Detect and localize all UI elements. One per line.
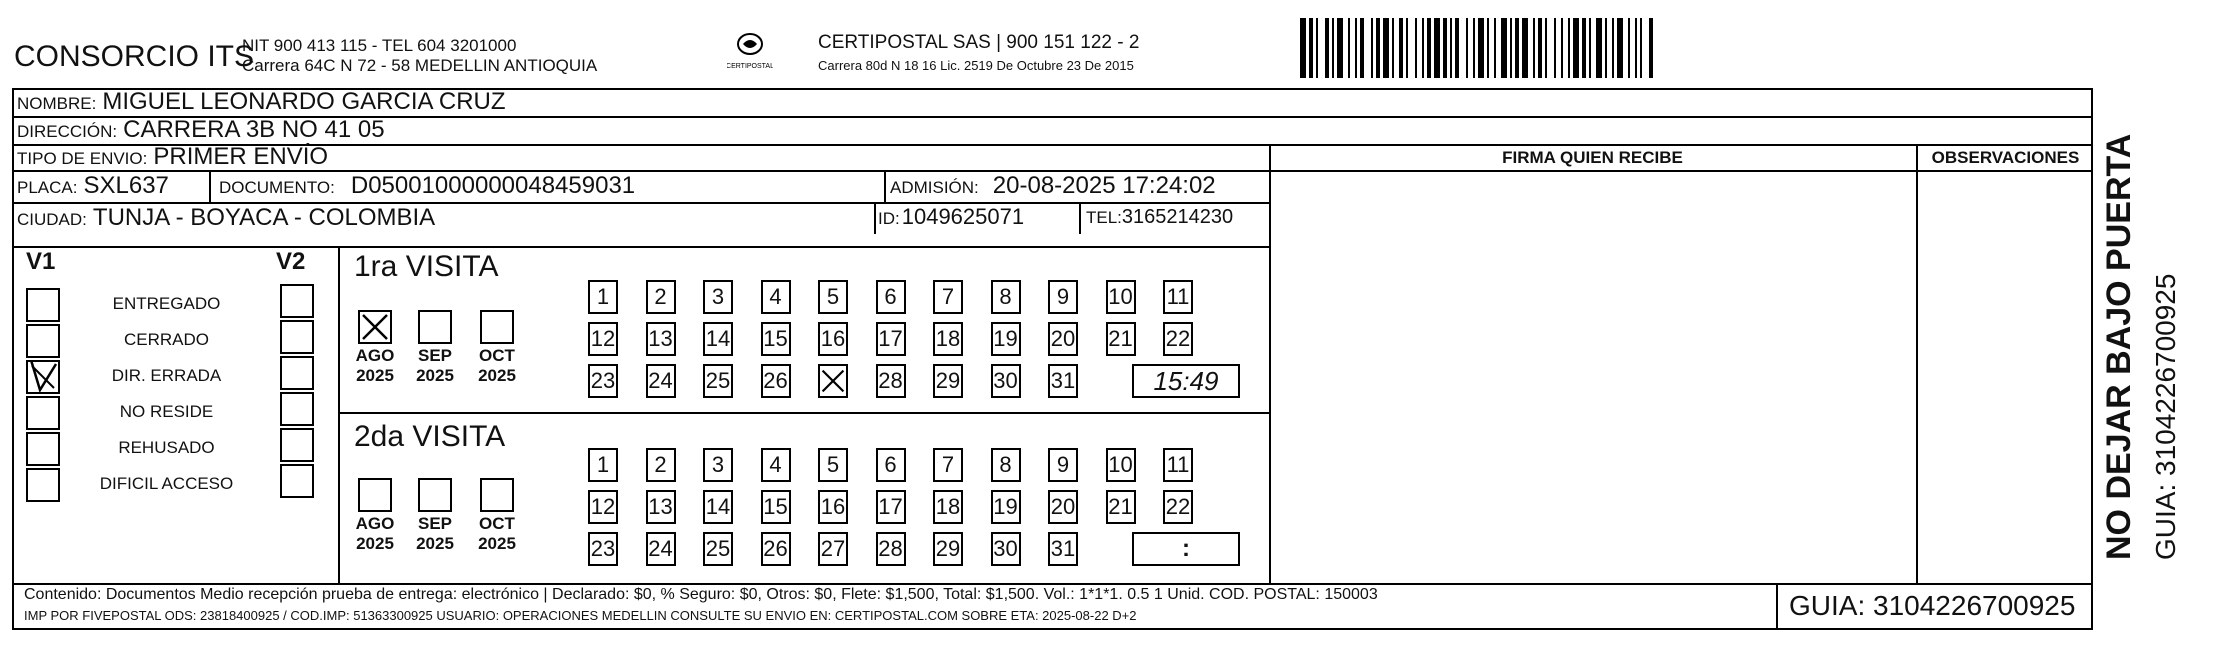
document-row	[219, 172, 635, 200]
logo-caption: CERTIPOSTAL	[727, 63, 773, 70]
city: TUNJA - BOYACA - COLOMBIA	[92, 204, 436, 231]
day-box-3[interactable]: 3	[703, 448, 733, 482]
v2-checkbox-5[interactable]	[280, 464, 314, 498]
v2-checkbox-0[interactable]	[280, 284, 314, 318]
x-mark-icon	[820, 366, 846, 396]
day-box-13[interactable]: 13	[646, 490, 676, 524]
month-label	[470, 514, 524, 554]
visit2-title: 2da VISITA	[354, 420, 506, 453]
day-box-1[interactable]: 1	[588, 448, 618, 482]
month-year: 2025	[478, 366, 516, 385]
visit1-title: 1ra VISITA	[354, 250, 499, 283]
footer-print-line: IMP POR FIVEPOSTAL ODS: 23818400925 / COD.IMP: 51363300925 USUARIO: OPERACIONES MEDELLIN CONSULTE SU ENVIO EN: CERTIPOSTAL.COM SOBRE ETA: 2025-08-22 D+2	[24, 608, 1137, 623]
day-box-7[interactable]: 7	[933, 280, 963, 314]
city-row	[17, 204, 435, 232]
company-info	[242, 36, 597, 76]
day-box-8[interactable]: 8	[991, 280, 1021, 314]
name-label: NOMBRE:	[17, 94, 97, 113]
footer-content-line: Contenido: Documentos Medio recepción prueba de entrega: electrónico | Declarado: $0, % Seguro: $0, Otros: $0, Flete: $1,500, Total: $1,500. Vol.: 1*1*1. 0.5 1 Unid. COD. POSTAL: 150003	[24, 586, 1378, 603]
day-box-5[interactable]: 5	[818, 448, 848, 482]
day-box-8[interactable]: 8	[991, 448, 1021, 482]
v2-header: V2	[276, 248, 306, 275]
day-box-21[interactable]: 21	[1106, 322, 1136, 356]
visit1-time-field[interactable]: 15:49	[1132, 364, 1240, 398]
barcode-bar	[1408, 18, 1415, 78]
month-name: OCT	[479, 514, 515, 533]
address-label: DIRECCIÓN:	[17, 122, 118, 141]
recipient-tel: 3165214230	[1121, 206, 1234, 228]
month-year: 2025	[416, 366, 454, 385]
company-name: CONSORCIO ITS	[14, 40, 255, 73]
v1-checkbox-1[interactable]	[26, 324, 60, 358]
certipostal-logo-icon	[727, 30, 773, 76]
recipient-id: 1049625071	[901, 204, 1025, 229]
id-row	[878, 204, 1024, 230]
v2-checkbox-4[interactable]	[280, 428, 314, 462]
day-box-20[interactable]: 20	[1048, 490, 1078, 524]
tel-label: TEL:	[1086, 208, 1122, 227]
city-label: CIUDAD:	[17, 210, 87, 229]
side-warning: NO DEJAR BAJO PUERTA	[2100, 133, 2138, 560]
day-box-29[interactable]: 29	[933, 364, 963, 398]
day-box-2[interactable]: 2	[646, 448, 676, 482]
id-label: ID:	[878, 209, 900, 228]
document-number: D05001000000048459031	[350, 172, 636, 199]
barcode-bar	[1642, 18, 1649, 78]
day-box-4[interactable]: 4	[761, 280, 791, 314]
check-mark-icon	[28, 362, 58, 392]
plate-row	[17, 172, 169, 200]
v2-checkbox-1[interactable]	[280, 320, 314, 354]
v1-checkbox-3[interactable]	[26, 396, 60, 430]
month-year: 2025	[416, 534, 454, 553]
status-label: CERRADO	[123, 330, 209, 349]
day-box-6[interactable]: 6	[876, 448, 906, 482]
type-row	[17, 143, 328, 171]
day-box-29[interactable]: 29	[933, 532, 963, 566]
day-box-15[interactable]: 15	[761, 322, 791, 356]
month-name: SEP	[417, 514, 453, 533]
address-row	[17, 116, 385, 144]
day-box-5[interactable]: 5	[818, 280, 848, 314]
document-label: DOCUMENTO:	[219, 178, 335, 197]
day-box-11[interactable]: 11	[1163, 280, 1193, 314]
day-box-23[interactable]: 23	[588, 364, 618, 398]
month-year: 2025	[478, 534, 516, 553]
month-name: OCT	[479, 346, 515, 365]
day-box-14[interactable]: 14	[703, 322, 733, 356]
day-box-10[interactable]: 10	[1106, 280, 1136, 314]
shipping-form	[12, 88, 2093, 630]
v1-checkbox-0[interactable]	[26, 288, 60, 322]
month-year: 2025	[356, 534, 394, 553]
v1-checkbox-4[interactable]	[26, 432, 60, 466]
v1-checkbox-2[interactable]	[26, 360, 60, 394]
status-label: ENTREGADO	[112, 294, 221, 313]
month-checkbox-ago[interactable]	[358, 310, 392, 344]
day-box-3[interactable]: 3	[703, 280, 733, 314]
day-box-23[interactable]: 23	[588, 532, 618, 566]
plate-label: PLACA:	[17, 178, 78, 197]
status-label: NO RESIDE	[119, 402, 214, 421]
observations-header: OBSERVACIONES	[1931, 148, 2080, 167]
day-box-7[interactable]: 7	[933, 448, 963, 482]
v1-header: V1	[26, 248, 56, 275]
day-box-25[interactable]: 25	[703, 364, 733, 398]
day-box-18[interactable]: 18	[933, 490, 963, 524]
x-mark-icon	[360, 312, 390, 342]
day-box-24[interactable]: 24	[646, 364, 676, 398]
month-label	[348, 514, 402, 554]
day-box-28[interactable]: 28	[876, 364, 906, 398]
day-box-12[interactable]: 12	[588, 322, 618, 356]
recipient-address: CARRERA 3B NO 41 05	[123, 116, 385, 143]
day-box-26[interactable]: 26	[761, 532, 791, 566]
certi-line2: Carrera 80d N 18 16 Lic. 2519 De Octubre 23 De 2015	[818, 58, 1134, 73]
day-box-27[interactable]: 27	[818, 532, 848, 566]
admission-label: ADMISIÓN:	[890, 178, 979, 197]
day-box-31[interactable]: 31	[1048, 532, 1078, 566]
day-box-30[interactable]: 30	[991, 532, 1021, 566]
side-guia: GUIA: 3104226700925	[2150, 273, 2181, 560]
barcode-bar	[1364, 18, 1371, 78]
status-label: DIR. ERRADA	[111, 366, 222, 385]
day-box-10[interactable]: 10	[1106, 448, 1136, 482]
certipostal-info	[818, 32, 1139, 73]
barcode-bar	[1318, 18, 1325, 78]
day-box-19[interactable]: 19	[991, 490, 1021, 524]
month-name: AGO	[355, 514, 395, 533]
day-box-15[interactable]: 15	[761, 490, 791, 524]
day-box-22[interactable]: 22	[1163, 490, 1193, 524]
month-checkbox-sep[interactable]	[418, 478, 452, 512]
barcode-bar	[1547, 18, 1554, 78]
status-label: REHUSADO	[118, 438, 215, 457]
visit2-time-field[interactable]: :	[1132, 532, 1240, 566]
day-box-9[interactable]: 9	[1048, 280, 1078, 314]
day-box-12[interactable]: 12	[588, 490, 618, 524]
month-checkbox-sep[interactable]	[418, 310, 452, 344]
day-box-13[interactable]: 13	[646, 322, 676, 356]
v1-checkbox-5[interactable]	[26, 468, 60, 502]
day-box-24[interactable]: 24	[646, 532, 676, 566]
day-box-9[interactable]: 9	[1048, 448, 1078, 482]
day-box-2[interactable]: 2	[646, 280, 676, 314]
month-checkbox-oct[interactable]	[480, 478, 514, 512]
month-checkbox-oct[interactable]	[480, 310, 514, 344]
day-box-31[interactable]: 31	[1048, 364, 1078, 398]
day-box-27[interactable]	[818, 364, 848, 398]
signature-header: FIRMA QUIEN RECIBE	[1502, 148, 1683, 167]
day-box-14[interactable]: 14	[703, 490, 733, 524]
certi-line1: CERTIPOSTAL SAS | 900 151 122 - 2	[818, 32, 1140, 53]
v2-checkbox-3[interactable]	[280, 392, 314, 426]
recipient-name: MIGUEL LEONARDO GARCIA CRUZ	[102, 88, 506, 115]
month-label	[408, 346, 462, 386]
certipostal-logo	[727, 30, 773, 76]
day-box-16[interactable]: 16	[818, 322, 848, 356]
day-box-4[interactable]: 4	[761, 448, 791, 482]
v2-checkbox-2[interactable]	[280, 356, 314, 390]
day-box-30[interactable]: 30	[991, 364, 1021, 398]
admission-date: 20-08-2025 17:24:02	[992, 172, 1216, 199]
day-box-16[interactable]: 16	[818, 490, 848, 524]
month-name: SEP	[417, 346, 453, 365]
day-box-26[interactable]: 26	[761, 364, 791, 398]
name-row	[17, 88, 506, 116]
day-box-21[interactable]: 21	[1106, 490, 1136, 524]
day-box-17[interactable]: 17	[876, 490, 906, 524]
barcode-bar	[1459, 18, 1466, 78]
status-label: DIFICIL ACCESO	[99, 474, 234, 493]
type-label: TIPO DE ENVIO:	[17, 149, 148, 168]
month-label	[348, 346, 402, 386]
admission-row	[890, 172, 1216, 200]
month-year: 2025	[356, 366, 394, 385]
day-box-19[interactable]: 19	[991, 322, 1021, 356]
address-line: Carrera 64C N 72 - 58 MEDELLIN ANTIOQUIA	[242, 56, 598, 75]
day-box-25[interactable]: 25	[703, 532, 733, 566]
tel-row	[1086, 206, 1233, 229]
barcode-bar	[1653, 18, 1656, 78]
day-box-6[interactable]: 6	[876, 280, 906, 314]
month-label	[408, 514, 462, 554]
day-box-1[interactable]: 1	[588, 280, 618, 314]
day-box-18[interactable]: 18	[933, 322, 963, 356]
shipment-type: PRIMER ENVÍO	[153, 143, 329, 170]
day-box-11[interactable]: 11	[1163, 448, 1193, 482]
month-name: AGO	[355, 346, 395, 365]
footer-guia: GUIA: 3104226700925	[1789, 590, 2076, 621]
day-box-20[interactable]: 20	[1048, 322, 1078, 356]
day-box-17[interactable]: 17	[876, 322, 906, 356]
month-checkbox-ago[interactable]	[358, 478, 392, 512]
day-box-22[interactable]: 22	[1163, 322, 1193, 356]
day-box-28[interactable]: 28	[876, 532, 906, 566]
barcode	[1300, 18, 1936, 78]
month-label	[470, 346, 524, 386]
nit-line: NIT 900 413 115 - TEL 604 3201000	[242, 36, 517, 55]
plate: SXL637	[83, 172, 169, 199]
